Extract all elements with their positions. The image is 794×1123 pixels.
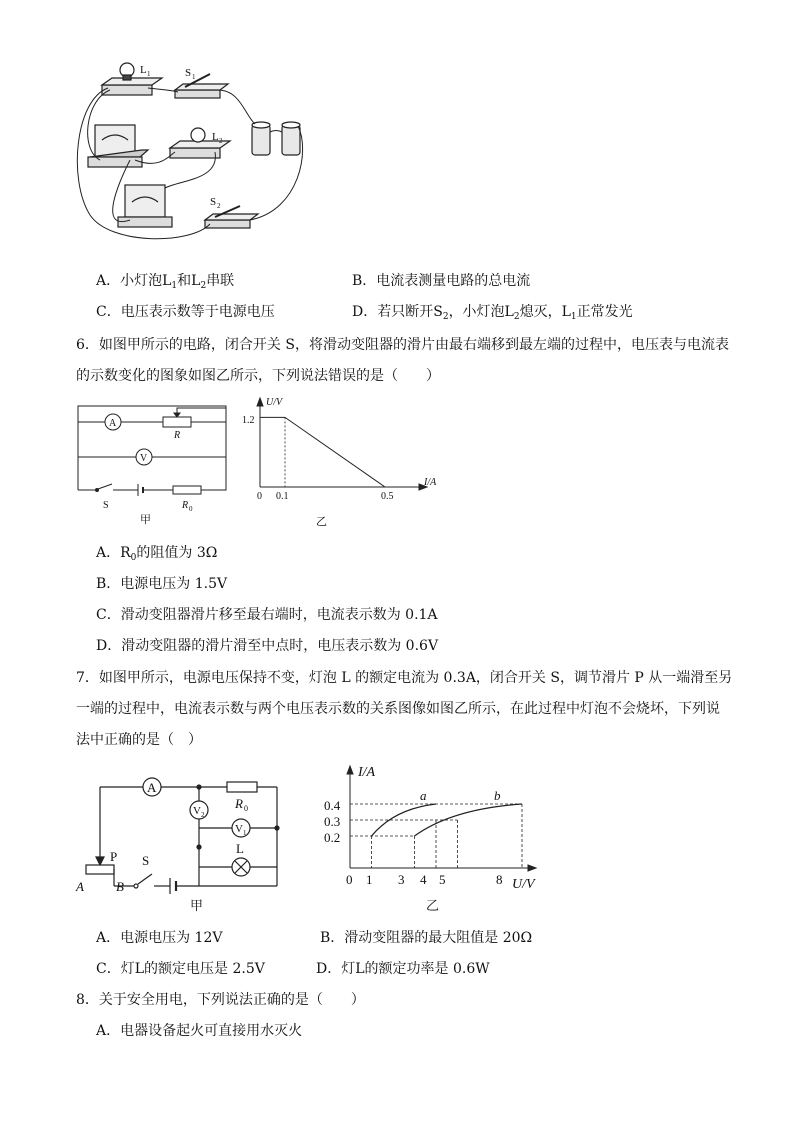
q7-x-tick-5: 5 bbox=[439, 872, 446, 887]
q7-y-tick-0.4: 0.4 bbox=[324, 798, 341, 813]
svg-text:V: V bbox=[140, 453, 148, 464]
q6-figure-caption-yi: 乙 bbox=[316, 516, 327, 528]
q7-option-d[interactable]: D．灯L的额定功率是 0.6W bbox=[316, 961, 490, 977]
q6-x-axis-label: I/A bbox=[424, 477, 437, 488]
q7-x-tick-1: 1 bbox=[366, 872, 373, 887]
label-s1: S bbox=[185, 67, 192, 79]
svg-text:L: L bbox=[236, 841, 244, 856]
q7-stem-line3: 法中正确的是（ ） bbox=[76, 732, 202, 748]
q7-stem-line1: 7．如图甲所示，电源电压保持不变，灯泡 L 的额定电流为 0.3A，闭合开关 S，调节滑片 P 从一端滑至另 bbox=[76, 670, 733, 686]
q6-option-a[interactable]: A．$R_0$的阻值为 3Ω bbox=[96, 545, 218, 563]
q7-curve-b-label: b bbox=[494, 788, 501, 803]
voltmeter-device bbox=[88, 125, 148, 167]
q6-x-tick-0: 0 bbox=[257, 491, 262, 502]
svg-text:V: V bbox=[235, 823, 243, 835]
q7-circuit-diagram bbox=[72, 765, 292, 915]
q5-circuit-figure bbox=[70, 60, 320, 250]
q5-option-c[interactable]: C．电压表示数等于电源电压 bbox=[96, 304, 275, 320]
q6-option-b[interactable]: B．电源电压为 1.5V bbox=[96, 576, 228, 592]
svg-text:B: B bbox=[116, 879, 124, 894]
q7-figure-caption-jia: 甲 bbox=[190, 898, 204, 913]
q7-figure-caption-yi: 乙 bbox=[426, 898, 440, 913]
q5-option-a[interactable]: A．小灯泡$L_1$和$L_2$串联 bbox=[96, 273, 235, 291]
label-l1: L bbox=[140, 64, 147, 76]
switch-s2 bbox=[205, 206, 258, 228]
svg-text:P: P bbox=[110, 849, 118, 864]
svg-text:A: A bbox=[109, 418, 117, 429]
q7-x-tick-4: 4 bbox=[420, 872, 427, 887]
svg-text:2: 2 bbox=[217, 202, 221, 210]
svg-text:1: 1 bbox=[243, 829, 247, 837]
svg-text:1: 1 bbox=[192, 73, 196, 81]
q6-y-tick-1.2: 1.2 bbox=[242, 415, 255, 426]
battery-pack bbox=[252, 122, 300, 155]
q7-x-axis-label: U/V bbox=[512, 877, 535, 892]
svg-text:R: R bbox=[182, 500, 189, 511]
q6-circuit-diagram bbox=[70, 398, 240, 528]
svg-text:V: V bbox=[193, 805, 201, 817]
q7-option-c[interactable]: C．灯L的额定电压是 2.5V bbox=[96, 961, 265, 977]
q8-stem: 8．关于安全用电，下列说法正确的是（ ） bbox=[76, 992, 365, 1008]
q7-resistor-r0-symbol bbox=[227, 782, 257, 792]
svg-text:2: 2 bbox=[219, 137, 223, 145]
svg-text:2: 2 bbox=[201, 811, 205, 819]
q6-option-c[interactable]: C．滑动变阻器滑片移至最右端时，电流表示数为 0.1A bbox=[96, 607, 438, 623]
q7-x-tick-8: 8 bbox=[496, 872, 503, 887]
lamp-l1 bbox=[102, 63, 162, 95]
q6-rheostat-symbol bbox=[163, 417, 191, 427]
q7-switch-symbol bbox=[138, 874, 152, 884]
q7-y-tick-0.3: 0.3 bbox=[324, 814, 341, 829]
q7-x-tick-0: 0 bbox=[346, 872, 353, 887]
q6-option-d[interactable]: D．滑动变阻器的滑片滑至中点时，电压表示数为 0.6V bbox=[96, 638, 439, 654]
q7-option-b[interactable]: B．滑动变阻器的最大阻值是 20Ω bbox=[320, 930, 533, 946]
label-s2: S bbox=[210, 196, 217, 208]
q6-y-axis-label: U/V bbox=[266, 397, 283, 408]
q6-stem-line2: 的示数变化的图象如图乙所示，下列说法错误的是（ ） bbox=[76, 368, 440, 384]
q6-x-tick-0.5: 0.5 bbox=[381, 491, 394, 502]
q7-graph bbox=[322, 758, 547, 918]
q5-option-b[interactable]: B．电流表测量电路的总电流 bbox=[352, 273, 531, 289]
q7-stem-line2: 一端的过程中，电流表示数与两个电压表示数的关系图像如图乙所示，在此过程中灯泡不会烧坏，下列说 bbox=[76, 701, 720, 717]
svg-text:S: S bbox=[103, 500, 109, 511]
q6-line-sloped bbox=[285, 417, 385, 487]
q7-option-a[interactable]: A．电源电压为 12V bbox=[96, 930, 223, 946]
q6-graph bbox=[238, 392, 448, 532]
label-l2: L bbox=[212, 131, 219, 143]
q5-option-d[interactable]: D．若只断开$S_2$，小灯泡$L_2$熄灭，$L_1$正常发光 bbox=[352, 304, 633, 322]
switch-s1 bbox=[175, 74, 228, 98]
q7-rheostat-symbol bbox=[86, 865, 114, 874]
q8-option-a[interactable]: A．电器设备起火可直接用水灭火 bbox=[96, 1023, 303, 1039]
svg-text:0: 0 bbox=[244, 804, 248, 813]
q7-y-axis-label: I/A bbox=[358, 765, 376, 780]
svg-text:A: A bbox=[147, 780, 157, 795]
svg-text:R: R bbox=[235, 796, 243, 811]
svg-text:0: 0 bbox=[189, 505, 193, 513]
q6-x-tick-0.1: 0.1 bbox=[276, 491, 289, 502]
q6-figure-caption-jia: 甲 bbox=[140, 514, 151, 526]
q6-stem-line1: 6．如图甲所示的电路，闭合开关 S，将滑动变阻器的滑片由最右端移到最左端的过程中，电压表与电流表 bbox=[76, 337, 729, 353]
q6-resistor-r0-symbol bbox=[173, 486, 201, 494]
q7-curve-a-label: a bbox=[420, 788, 427, 803]
svg-text:A: A bbox=[76, 879, 84, 894]
q7-y-tick-0.2: 0.2 bbox=[324, 830, 341, 845]
svg-text:S: S bbox=[142, 853, 150, 868]
q7-x-tick-3: 3 bbox=[398, 872, 405, 887]
svg-text:R: R bbox=[174, 430, 181, 441]
svg-text:1: 1 bbox=[147, 70, 151, 78]
